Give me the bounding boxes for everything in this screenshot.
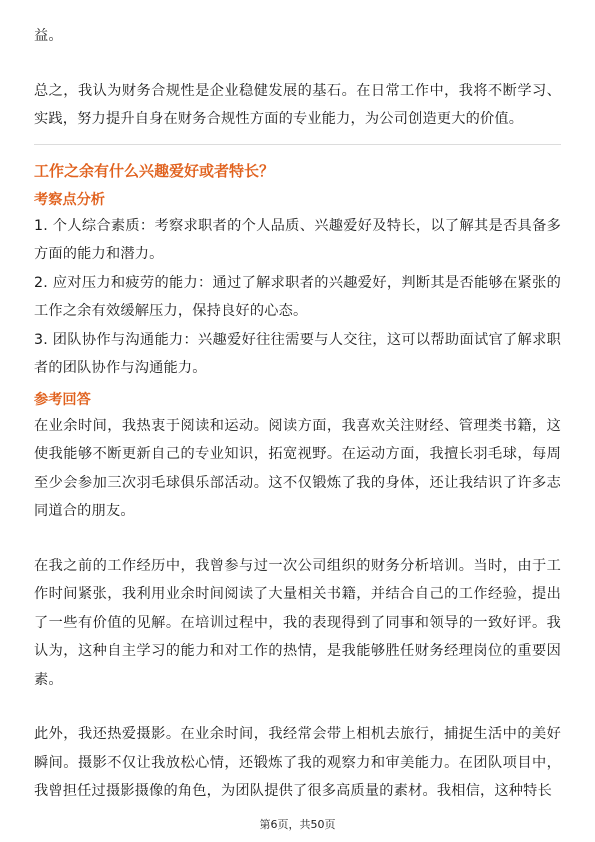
analysis-point: 2. 应对压力和疲劳的能力：通过了解求职者的兴趣爱好，判断其是否能够在紧张的工作之余有效缓解压力，保持良好的心态。 xyxy=(34,274,561,319)
answer-heading: 参考回答 xyxy=(34,391,91,408)
paragraph-gap xyxy=(34,51,561,77)
conclusion-paragraph: 总之，我认为财务合规性是企业稳健发展的基石。在日常工作中，我将不断学习、实践，努力提升自身在财务合规性方面的专业能力，为公司创造更大的价值。 xyxy=(34,82,561,127)
document-page xyxy=(34,22,561,806)
paragraph-gap xyxy=(34,526,561,552)
answer-paragraph: 在我之前的工作经历中，我曾参与过一次公司组织的财务分析培训。当时，由于工作时间紧张，我利用业余时间阅读了大量相关书籍，并结合自己的工作经验，提出了一些有价值的见解。在培训过程中，我的表现得到了同事和领导的一致好评。我认为，这种自主学习的能力和对工作的热情，是我能够胜任财务经理岗位的重要因素。 xyxy=(34,557,561,688)
analysis-point: 1. 个人综合素质：考察求职者的个人品质、兴趣爱好及特长，以了解其是否具备多方面的能力和潜力。 xyxy=(34,217,561,262)
page-number: 第6页，共50页 xyxy=(259,818,336,831)
section-divider xyxy=(34,144,561,145)
answer-paragraph: 在业余时间，我热衷于阅读和运动。阅读方面，我喜欢关注财经、管理类书籍，这使我能够不断更新自己的专业知识，拓宽视野。在运动方面，我擅长羽毛球，每周至少会参加三次羽毛球俱乐部活动。这不仅锻炼了我的身体，还让我结识了许多志同道合的朋友。 xyxy=(34,417,561,519)
analysis-heading: 考察点分析 xyxy=(34,191,105,208)
analysis-point: 3. 团队协作与沟通能力：兴趣爱好往往需要与人交往，这可以帮助面试官了解求职者的团队协作与沟通能力。 xyxy=(34,331,561,376)
previous-paragraph-tail: 益。 xyxy=(34,28,63,44)
answer-paragraph: 此外，我还热爱摄影。在业余时间，我经常会带上相机去旅行，捕捉生活中的美好瞬间。摄影不仅让我放松心情，还锻炼了我的观察力和审美能力。在团队项目中，我曾担任过摄影摄像的角色，为团队提供了很多高质量的素材。我相信，这种特长 xyxy=(34,726,561,799)
paragraph-gap xyxy=(34,694,561,720)
question-title: 工作之余有什么兴趣爱好或者特长？ xyxy=(34,161,275,180)
